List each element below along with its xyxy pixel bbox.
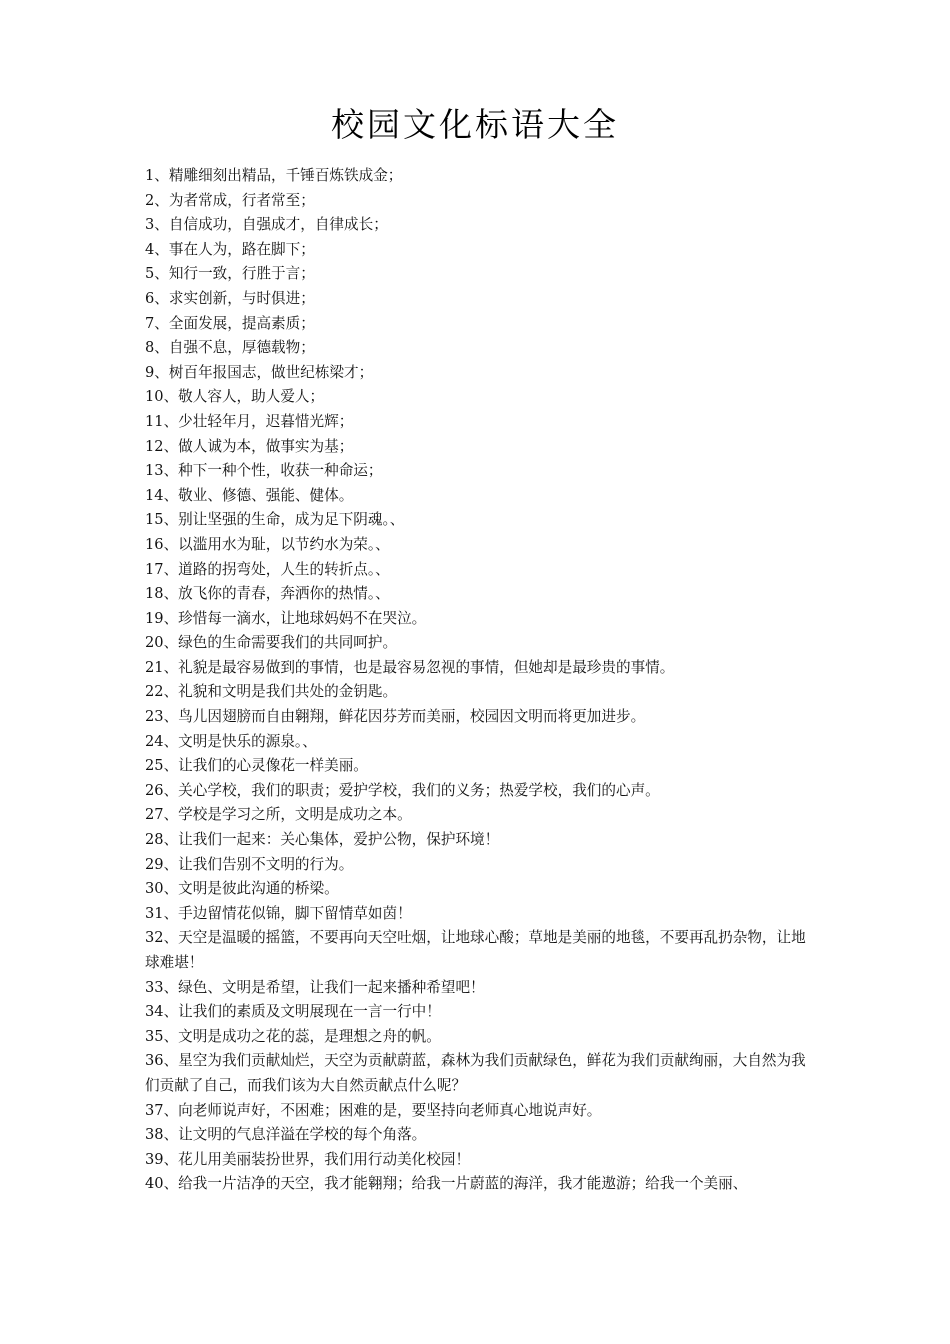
slogan-item: 36、星空为我们贡献灿烂，天空为贡献蔚蓝，森林为我们贡献绿色，鲜花为我们贡献绚丽，大自然为我们贡献了自己，而我们该为大自然贡献点什么呢？ [145,1052,806,1094]
slogan-item: 21、礼貌是最容易做到的事情，也是最容易忽视的事情，但她却是最珍贵的事情。 [145,658,675,676]
slogan-item: 35、文明是成功之花的蕊，是理想之舟的帆。 [145,1027,441,1045]
slogan-item: 7、全面发展，提高素质； [145,314,315,332]
slogan-item: 14、敬业、修德、强能、健体。 [145,486,354,504]
slogan-item: 29、让我们告别不文明的行为。 [145,855,354,873]
slogan-item: 13、种下一种个性，收获一种命运； [145,462,383,480]
slogan-item: 25、让我们的心灵像花一样美丽。 [145,757,368,775]
slogan-item: 24、文明是快乐的源泉。、 [145,732,317,750]
slogan-item: 30、文明是彼此沟通的桥梁。 [145,880,339,898]
slogan-item: 34、让我们的素质及文明展现在一言一行中！ [145,1003,441,1021]
slogan-item: 3、自信成功，自强成才，自律成长； [145,216,388,234]
slogan-item: 39、花儿用美丽装扮世界，我们用行动美化校园！ [145,1150,471,1168]
slogan-item: 40、给我一片洁净的天空，我才能翱翔；给我一片蔚蓝的海洋，我才能遨游；给我一个美丽、 [145,1175,748,1193]
slogan-item: 33、绿色、文明是希望，让我们一起来播种希望吧！ [145,978,485,996]
slogan-item: 28、让我们一起来：关心集体，爱护公物，保护环境！ [145,831,500,849]
slogan-item: 15、别让坚强的生命，成为足下阴魂。、 [145,511,405,529]
slogan-item: 6、求实创新，与时俱进； [145,289,315,307]
slogan-item: 32、天空是温暖的摇篮，不要再向天空吐烟，让地球心酸；草地是美丽的地毯，不要再乱扔杂物，让地球难堪！ [145,929,806,971]
slogan-item: 18、放飞你的青春，奔洒你的热情。、 [145,585,390,603]
slogan-list [145,164,813,1197]
slogan-item: 1、精雕细刻出精品，千锤百炼铁成金； [145,167,403,184]
document-title: 校园文化标语大全 [331,105,619,144]
slogan-item: 37、向老师说声好，不困难；困难的是，要坚持向老师真心地说声好。 [145,1101,602,1119]
slogan-item: 26、关心学校，我们的职责；爱护学校，我们的义务；热爱学校，我们的心声。 [145,781,660,799]
slogan-item: 11、少壮轻年月，迟暮惜光辉； [145,412,354,430]
slogan-item: 17、道路的拐弯处，人生的转折点。、 [145,560,390,578]
slogan-item: 4、事在人为，路在脚下； [145,240,315,258]
slogan-item: 16、以滥用水为耻，以节约水为荣。、 [145,535,390,553]
slogan-item: 23、鸟儿因翅膀而自由翱翔，鲜花因芬芳而美丽，校园因文明而将更加进步。 [145,708,646,726]
slogan-item: 22、礼貌和文明是我们共处的金钥匙。 [145,683,398,701]
slogan-item: 38、让文明的气息洋溢在学校的每个角落。 [145,1126,427,1144]
slogan-item: 5、知行一致，行胜于言； [145,265,315,283]
slogan-item: 19、珍惜每一滴水，让地球妈妈不在哭泣。 [145,609,427,627]
slogan-item: 10、敬人容人，助人爱人； [145,388,325,406]
slogan-item: 20、绿色的生命需要我们的共同呵护。 [145,634,398,652]
slogan-item: 12、做人诚为本，做事实为基； [145,437,354,455]
slogan-item: 9、树百年报国志，做世纪栋梁才； [145,363,374,381]
slogan-item: 27、学校是学习之所，文明是成功之本。 [145,806,412,824]
slogan-item: 31、手边留情花似锦，脚下留情草如茵！ [145,904,412,922]
slogan-item: 8、自强不息，厚德载物； [145,339,315,357]
slogan-item: 2、为者常成，行者常至； [145,191,315,209]
